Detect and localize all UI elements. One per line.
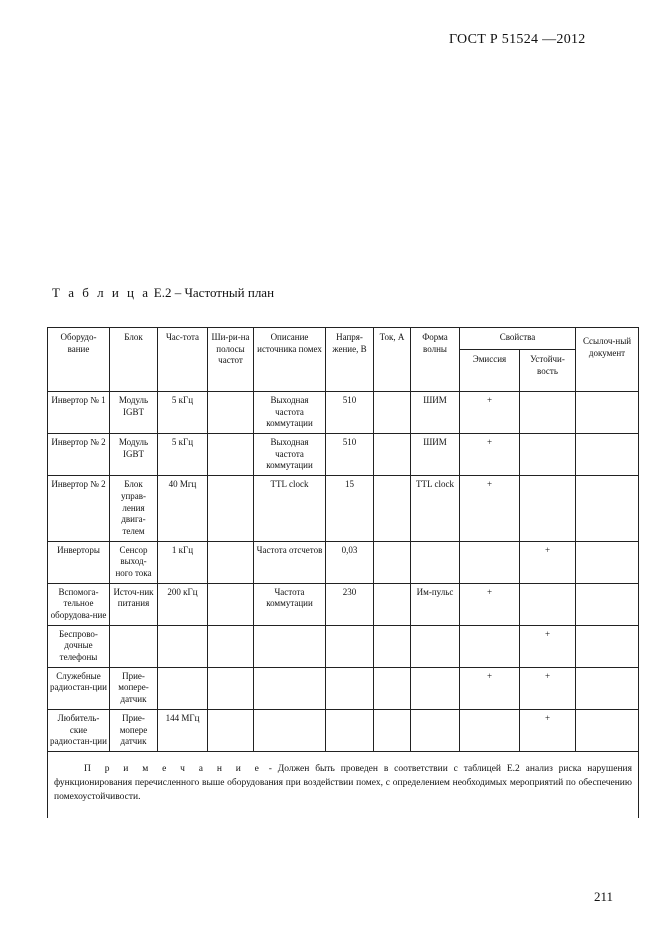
cell-waveform bbox=[411, 667, 460, 709]
cell-voltage: 0,03 bbox=[326, 541, 374, 583]
header-immunity: Устойчи-вость bbox=[520, 350, 576, 392]
header-bandwidth: Ши-ри-на полосы частот bbox=[208, 328, 254, 392]
cell-reference bbox=[576, 667, 639, 709]
cell-emission bbox=[460, 709, 520, 751]
table-caption-label: Т а б л и ц а bbox=[52, 285, 151, 300]
cell-current bbox=[374, 476, 411, 541]
cell-immunity bbox=[520, 392, 576, 434]
cell-block bbox=[110, 625, 158, 667]
cell-bandwidth bbox=[208, 583, 254, 625]
table-note bbox=[48, 751, 639, 818]
cell-current bbox=[374, 392, 411, 434]
table-row bbox=[48, 709, 639, 751]
cell-bandwidth bbox=[208, 541, 254, 583]
table-caption bbox=[52, 285, 274, 301]
cell-waveform: ШИМ bbox=[411, 392, 460, 434]
cell-immunity: + bbox=[520, 667, 576, 709]
header-emission: Эмиссия bbox=[460, 350, 520, 392]
cell-reference bbox=[576, 625, 639, 667]
standard-header: ГОСТ Р 51524 —2012 bbox=[449, 32, 586, 47]
cell-block: Сенсор выход-ного тока bbox=[110, 541, 158, 583]
cell-equipment: Инвертор № 2 bbox=[48, 434, 110, 476]
cell-reference bbox=[576, 709, 639, 751]
cell-equipment: Инвертор № 1 bbox=[48, 392, 110, 434]
cell-frequency: 5 кГц bbox=[158, 434, 208, 476]
cell-block: Модуль IGBT bbox=[110, 392, 158, 434]
header-current: Ток, А bbox=[374, 328, 411, 392]
cell-bandwidth bbox=[208, 476, 254, 541]
cell-source bbox=[254, 625, 326, 667]
cell-equipment: Беспрово-дочные телефоны bbox=[48, 625, 110, 667]
cell-emission: + bbox=[460, 434, 520, 476]
header-reference: Ссылоч-ный документ bbox=[576, 328, 639, 392]
cell-current bbox=[374, 583, 411, 625]
cell-frequency: 200 кГц bbox=[158, 583, 208, 625]
cell-immunity: + bbox=[520, 541, 576, 583]
cell-immunity bbox=[520, 434, 576, 476]
cell-frequency: 5 кГц bbox=[158, 392, 208, 434]
header-waveform: Форма волны bbox=[411, 328, 460, 392]
cell-voltage: 510 bbox=[326, 434, 374, 476]
cell-emission: + bbox=[460, 476, 520, 541]
cell-source: Частота отсчетов bbox=[254, 541, 326, 583]
cell-current bbox=[374, 434, 411, 476]
cell-source bbox=[254, 667, 326, 709]
cell-source: Выходная частота коммутации bbox=[254, 434, 326, 476]
cell-waveform: ШИМ bbox=[411, 434, 460, 476]
cell-emission: + bbox=[460, 392, 520, 434]
cell-current bbox=[374, 709, 411, 751]
cell-voltage: 230 bbox=[326, 583, 374, 625]
cell-bandwidth bbox=[208, 392, 254, 434]
cell-voltage bbox=[326, 709, 374, 751]
cell-emission bbox=[460, 541, 520, 583]
cell-immunity bbox=[520, 476, 576, 541]
cell-source bbox=[254, 709, 326, 751]
cell-bandwidth bbox=[208, 667, 254, 709]
cell-waveform: TTL clock bbox=[411, 476, 460, 541]
cell-frequency bbox=[158, 667, 208, 709]
cell-current bbox=[374, 541, 411, 583]
cell-equipment: Вспомога-тельное оборудова-ние bbox=[48, 583, 110, 625]
cell-voltage bbox=[326, 667, 374, 709]
cell-voltage bbox=[326, 625, 374, 667]
header-block: Блок bbox=[110, 328, 158, 392]
cell-reference bbox=[576, 583, 639, 625]
cell-emission bbox=[460, 625, 520, 667]
cell-equipment: Инвертор № 2 bbox=[48, 476, 110, 541]
cell-waveform bbox=[411, 625, 460, 667]
cell-source: Выходная частота коммутации bbox=[254, 392, 326, 434]
cell-immunity bbox=[520, 583, 576, 625]
cell-emission: + bbox=[460, 667, 520, 709]
cell-block: Прие-мопере-датчик bbox=[110, 667, 158, 709]
table-row bbox=[48, 434, 639, 476]
cell-block: Источ-ник питания bbox=[110, 583, 158, 625]
cell-current bbox=[374, 667, 411, 709]
cell-equipment: Любитель-ские радиостан-ции bbox=[48, 709, 110, 751]
cell-voltage: 510 bbox=[326, 392, 374, 434]
cell-waveform bbox=[411, 709, 460, 751]
table-caption-number: Е.2 bbox=[153, 285, 172, 300]
cell-block: Блок управ-ления двига-телем bbox=[110, 476, 158, 541]
cell-reference bbox=[576, 476, 639, 541]
cell-immunity: + bbox=[520, 625, 576, 667]
cell-bandwidth bbox=[208, 625, 254, 667]
cell-source: Частота коммутации bbox=[254, 583, 326, 625]
cell-frequency: 40 Мгц bbox=[158, 476, 208, 541]
table-row bbox=[48, 392, 639, 434]
cell-bandwidth bbox=[208, 709, 254, 751]
cell-reference bbox=[576, 392, 639, 434]
cell-waveform bbox=[411, 541, 460, 583]
page-number: 211 bbox=[594, 889, 614, 904]
cell-block: Модуль IGBT bbox=[110, 434, 158, 476]
cell-immunity: + bbox=[520, 709, 576, 751]
cell-reference bbox=[576, 541, 639, 583]
cell-voltage: 15 bbox=[326, 476, 374, 541]
cell-current bbox=[374, 625, 411, 667]
cell-block: Прие-мопере датчик bbox=[110, 709, 158, 751]
cell-frequency bbox=[158, 625, 208, 667]
table-row bbox=[48, 541, 639, 583]
table-row bbox=[48, 476, 639, 541]
cell-frequency: 1 кГц bbox=[158, 541, 208, 583]
note-label: П р и м е ч а н и е bbox=[84, 763, 263, 774]
header-properties: Свойства bbox=[460, 328, 576, 350]
header-frequency: Час-тота bbox=[158, 328, 208, 392]
cell-reference bbox=[576, 434, 639, 476]
table-row bbox=[48, 583, 639, 625]
table-caption-title: – Частотный план bbox=[174, 285, 275, 300]
header-voltage: Напря-жение, В bbox=[326, 328, 374, 392]
cell-bandwidth bbox=[208, 434, 254, 476]
table-row bbox=[48, 625, 639, 667]
note-text: - Должен быть проведен в соответствии с таблицей Е.2 анализ риска нарушения функционирования перечисленного выше оборудования при воздействии помех, с определением необходимых мероприятий по обеспечению помехоустойчивости. bbox=[54, 763, 632, 803]
cell-source: TTL clock bbox=[254, 476, 326, 541]
table-note-row bbox=[48, 751, 639, 818]
header-source: Описание источника помех bbox=[254, 328, 326, 392]
frequency-plan-table bbox=[47, 327, 639, 819]
table-row bbox=[48, 667, 639, 709]
cell-frequency: 144 МГц bbox=[158, 709, 208, 751]
cell-waveform: Им-пульс bbox=[411, 583, 460, 625]
cell-equipment: Служебные радиостан-ции bbox=[48, 667, 110, 709]
cell-equipment: Инверторы bbox=[48, 541, 110, 583]
cell-emission: + bbox=[460, 583, 520, 625]
header-equipment: Оборудо-вание bbox=[48, 328, 110, 392]
